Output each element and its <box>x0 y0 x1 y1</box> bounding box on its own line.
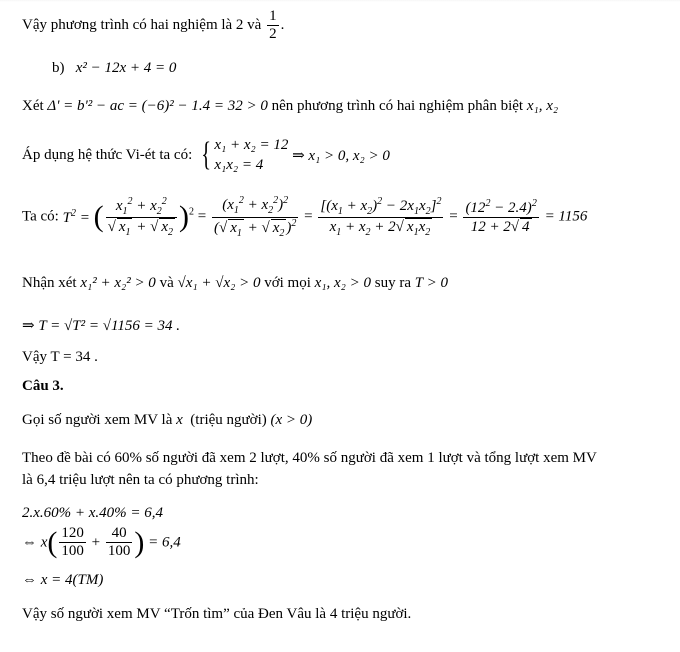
equation-line: 2.x.60% + x.40% = 6,4 <box>22 505 164 521</box>
vieta-system: x₁ + x₂ = 12 x₁x₂ = 4 <box>214 137 289 174</box>
vieta-line: Áp dụng hệ thức Vi-ét ta có: { x₁ + x₂ = 12 x₁x₂ = 4 ⇒ x₁ > 0, x₂ > 0 <box>22 135 390 176</box>
T-computation: Ta có: $T^2$ = ( $\frac{x_1^2 + x_2^2}{√ x_1 + √ x_2}$ )$^2$ = $\frac{(x_1^2 + x_2^2)^2}{(√ x_1 + √ x_2 )^2}$ = $\frac{[(x_1 + x_2)^2 - 2x_1x_2]^2}{x_1 + x_2 + 2√ x_1x_2}$ = $\frac{(12^2 - 2.4)^2}{12 + 2√ 4}$ = 1156 <box>22 195 588 239</box>
conclusion-part-a: Vậy phương trình có hai nghiệm là 2 và $\frac{1}{2}$ . <box>22 8 285 43</box>
part-b-equation: b) x² − 12x + 4 = 0 <box>52 60 177 76</box>
equation-fractions: ⇔ x( $\frac{120}{100}$ + $\frac{40}{100}$ ) = 6,4 <box>22 525 181 560</box>
T-value-line: ⇒ T = √T² = √1156 = 34 . <box>22 318 180 334</box>
T-conclusion: Vậy T = 34 . <box>22 349 98 365</box>
fraction-one-half: $\frac{1}{2}$ <box>269 8 277 43</box>
observation-line: Nhận xét x₁² + x₂² > 0 và √x₁ + √x₂ > 0 với mọi x₁, x₂ > 0 suy ra T > 0 <box>22 275 448 291</box>
question-3-heading: Câu 3. <box>22 378 64 394</box>
final-answer: Vậy số người xem MV “Trốn tìm” của Đen Vâu là 4 triệu người. <box>22 606 412 622</box>
solution-line: ⇔ x = 4(TM) <box>22 572 104 588</box>
cropped-top-edge <box>0 0 680 2</box>
discriminant-line: Xét Δ' = b'² − ac = (−6)² − 1.4 = 32 > 0 nên phương trình có hai nghiệm phân biệt x₁, x₂ <box>22 98 559 114</box>
let-x-line: Gọi số người xem MV là x (triệu người) (x > 0) <box>22 412 313 428</box>
problem-statement-line-2: là 6,4 triệu lượt nên ta có phương trình: <box>22 472 259 488</box>
problem-statement-line-1: Theo đề bài có 60% số người đã xem 2 lượt, 40% số người đã xem 1 lượt và tổng lượt xem MV <box>22 450 597 466</box>
